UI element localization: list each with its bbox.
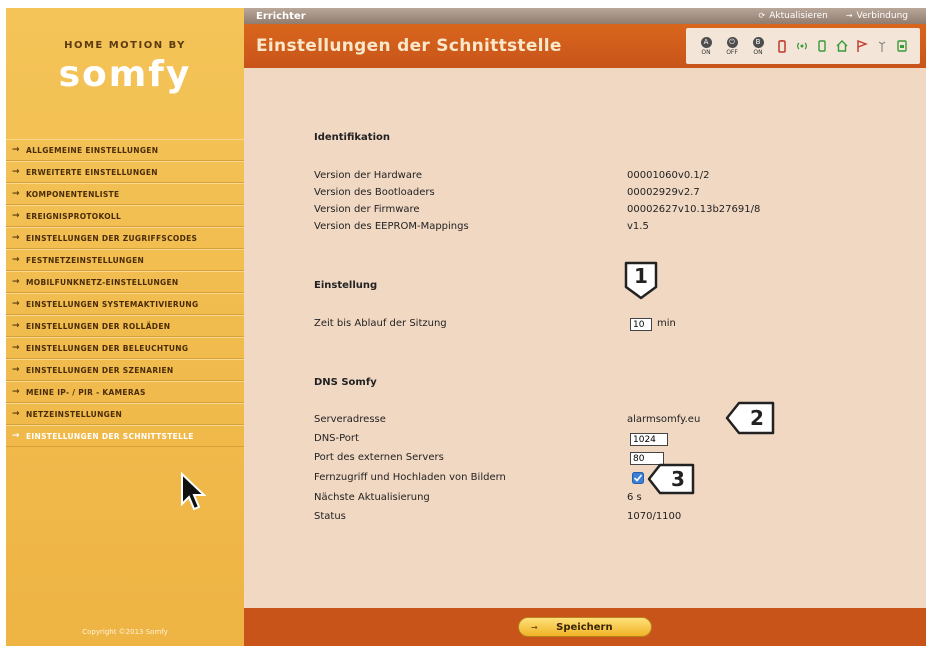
mode-off-label: OFF <box>726 48 738 56</box>
mode-off-button[interactable] <box>720 37 744 56</box>
sidebar-item-komponentenliste[interactable] <box>6 183 244 205</box>
eeprom-version-value: v1.5 <box>627 221 649 232</box>
status-value: 1070/1100 <box>627 511 682 522</box>
session-timeout-label: Zeit bis Ablauf der Sitzung <box>314 318 447 329</box>
bootloader-version-value: 00002929v2.7 <box>627 187 700 198</box>
bootloader-version-label: Version des Bootloaders <box>314 187 435 198</box>
battery-icon <box>775 39 789 53</box>
sidebar-item-einstellungen-der-schnittstelle[interactable] <box>6 425 244 447</box>
sidebar-item-label: EINSTELLUNGEN DER ZUGRIFFSCODES <box>26 233 198 243</box>
refresh-icon: ⟳ <box>758 11 766 20</box>
status-label: Status <box>314 511 346 522</box>
mouse-cursor-icon <box>179 472 209 512</box>
sidebar-item-ereignisprotokoll[interactable] <box>6 205 244 227</box>
mode-a-on-button[interactable] <box>694 37 718 56</box>
next-update-label: Nächste Aktualisierung <box>314 492 430 503</box>
arrow-right-icon: → <box>12 387 20 397</box>
arrow-right-icon: → <box>845 11 853 20</box>
sim-icon <box>895 39 909 53</box>
sidebar-item-label: ERWEITERTE EINSTELLUNGEN <box>26 167 158 177</box>
sidebar <box>6 8 244 646</box>
sidebar-item-einstellungen-der-szenarien[interactable] <box>6 359 244 381</box>
section-heading-identification: Identifikation <box>314 132 390 143</box>
remote-access-label: Fernzugriff und Hochladen von Bildern <box>314 472 506 483</box>
brand-tagline: HOME MOTION BY <box>64 40 186 51</box>
power-icon: ⏻ <box>727 37 738 48</box>
arrow-right-icon: → <box>12 167 20 177</box>
external-port-label: Port des externen Servers <box>314 452 444 463</box>
sidebar-item-label: EREIGNISPROTOKOLL <box>26 211 122 221</box>
arrow-right-icon: → <box>12 299 20 309</box>
sidebar-item-einstellungen-der-rolläden[interactable] <box>6 315 244 337</box>
sidebar-item-festnetzeinstellungen[interactable] <box>6 249 244 271</box>
callout-3-number: 3 <box>671 467 685 491</box>
session-timeout-unit: min <box>657 318 676 329</box>
arrow-right-icon: → <box>12 321 20 331</box>
sidebar-item-label: EINSTELLUNGEN DER BELEUCHTUNG <box>26 343 189 353</box>
server-address-value: alarmsomfy.eu <box>627 414 701 425</box>
remote-access-checkbox[interactable] <box>632 472 644 484</box>
sidebar-item-allgemeine-einstellungen[interactable] <box>6 139 244 161</box>
server-address-label: Serveradresse <box>314 414 386 425</box>
sidebar-item-label: EINSTELLUNGEN SYSTEMAKTIVIERUNG <box>26 299 199 309</box>
sidebar-item-netzeinstellungen[interactable] <box>6 403 244 425</box>
footer-bar <box>244 608 926 646</box>
sidebar-item-label: FESTNETZEINSTELLUNGEN <box>26 255 145 265</box>
mode-a-icon: A <box>701 37 712 48</box>
mode-b-label: ON <box>753 48 763 56</box>
eeprom-version-label: Version des EEPROM-Mappings <box>314 221 469 232</box>
arrow-right-icon: → <box>12 277 20 287</box>
next-update-value: 6 s <box>627 492 642 503</box>
sidebar-item-einstellungen-der-zugriffscodes[interactable] <box>6 227 244 249</box>
mode-b-icon: B <box>753 37 764 48</box>
page-header <box>244 24 926 68</box>
hardware-version-label: Version der Hardware <box>314 170 423 181</box>
antenna-icon <box>875 39 889 53</box>
mode-b-on-button[interactable] <box>746 37 770 56</box>
save-button-label: Speichern <box>556 621 613 633</box>
brand-logo: somfy <box>58 54 192 95</box>
callout-1-number: 1 <box>634 264 648 288</box>
callout-2-number: 2 <box>750 406 764 430</box>
page-title: Einstellungen der Schnittstelle <box>256 36 562 56</box>
callout-3 <box>647 463 697 495</box>
sidebar-item-label: ALLGEMEINE EINSTELLUNGEN <box>26 145 159 155</box>
sidebar-item-label: MOBILFUNKNETZ-EINSTELLUNGEN <box>26 277 179 287</box>
sidebar-item-label: NETZEINSTELLUNGEN <box>26 409 123 419</box>
sidebar-item-label: KOMPONENTENLISTE <box>26 189 120 199</box>
arrow-right-icon: → <box>12 365 20 375</box>
firmware-version-label: Version der Firmware <box>314 204 420 215</box>
refresh-label: Aktualisieren <box>769 11 828 21</box>
dns-port-label: DNS-Port <box>314 433 359 444</box>
callout-2 <box>725 401 777 435</box>
callout-1 <box>624 261 660 301</box>
main-content <box>244 68 926 608</box>
sidebar-item-label: EINSTELLUNGEN DER SCHNITTSTELLE <box>26 431 194 441</box>
sidebar-item-mobilfunknetz-einstellungen[interactable] <box>6 271 244 293</box>
sidebar-item-erweiterte-einstellungen[interactable] <box>6 161 244 183</box>
sidebar-item-label: EINSTELLUNGEN DER SZENARIEN <box>26 365 174 375</box>
arrow-right-icon: → <box>531 622 538 632</box>
section-heading-setting: Einstellung <box>314 280 378 291</box>
hardware-version-value: 00001060v0.1/2 <box>627 170 710 181</box>
dns-port-input[interactable] <box>630 433 668 446</box>
sidebar-item-meine-ip-pir-kameras[interactable] <box>6 381 244 403</box>
arrow-right-icon: → <box>12 431 20 441</box>
arrow-right-icon: → <box>12 189 20 199</box>
copyright: Copyright ©2013 Somfy <box>82 628 168 636</box>
phone-icon <box>815 39 829 53</box>
sidebar-item-label: MEINE IP- / PIR - KAMERAS <box>26 387 146 397</box>
mode-a-label: ON <box>701 48 711 56</box>
session-timeout-input[interactable] <box>630 318 652 331</box>
arrow-right-icon: → <box>12 343 20 353</box>
connection-label: Verbindung <box>856 11 908 21</box>
topbar <box>244 8 926 24</box>
arrow-right-icon: → <box>12 409 20 419</box>
sidebar-item-label: EINSTELLUNGEN DER ROLLÄDEN <box>26 321 171 331</box>
section-heading-dns: DNS Somfy <box>314 377 377 388</box>
sidebar-item-einstellungen-systemaktivierung[interactable] <box>6 293 244 315</box>
app-frame <box>6 8 926 646</box>
sidebar-item-einstellungen-der-beleuchtung[interactable] <box>6 337 244 359</box>
sidebar-nav <box>6 139 244 447</box>
home-icon <box>835 39 849 53</box>
status-toolbar <box>686 28 920 64</box>
arrow-right-icon: → <box>12 233 20 243</box>
arrow-right-icon: → <box>12 255 20 265</box>
topbar-title: Errichter <box>256 10 306 22</box>
firmware-version-value: 00002627v10.13b27691/8 <box>627 204 761 215</box>
signal-icon <box>795 39 809 53</box>
connection-link[interactable] <box>846 11 908 21</box>
save-button[interactable] <box>518 617 652 637</box>
refresh-link[interactable] <box>759 11 828 21</box>
arrow-right-icon: → <box>12 211 20 221</box>
arrow-right-icon: → <box>12 145 20 155</box>
flag-icon <box>855 39 869 53</box>
